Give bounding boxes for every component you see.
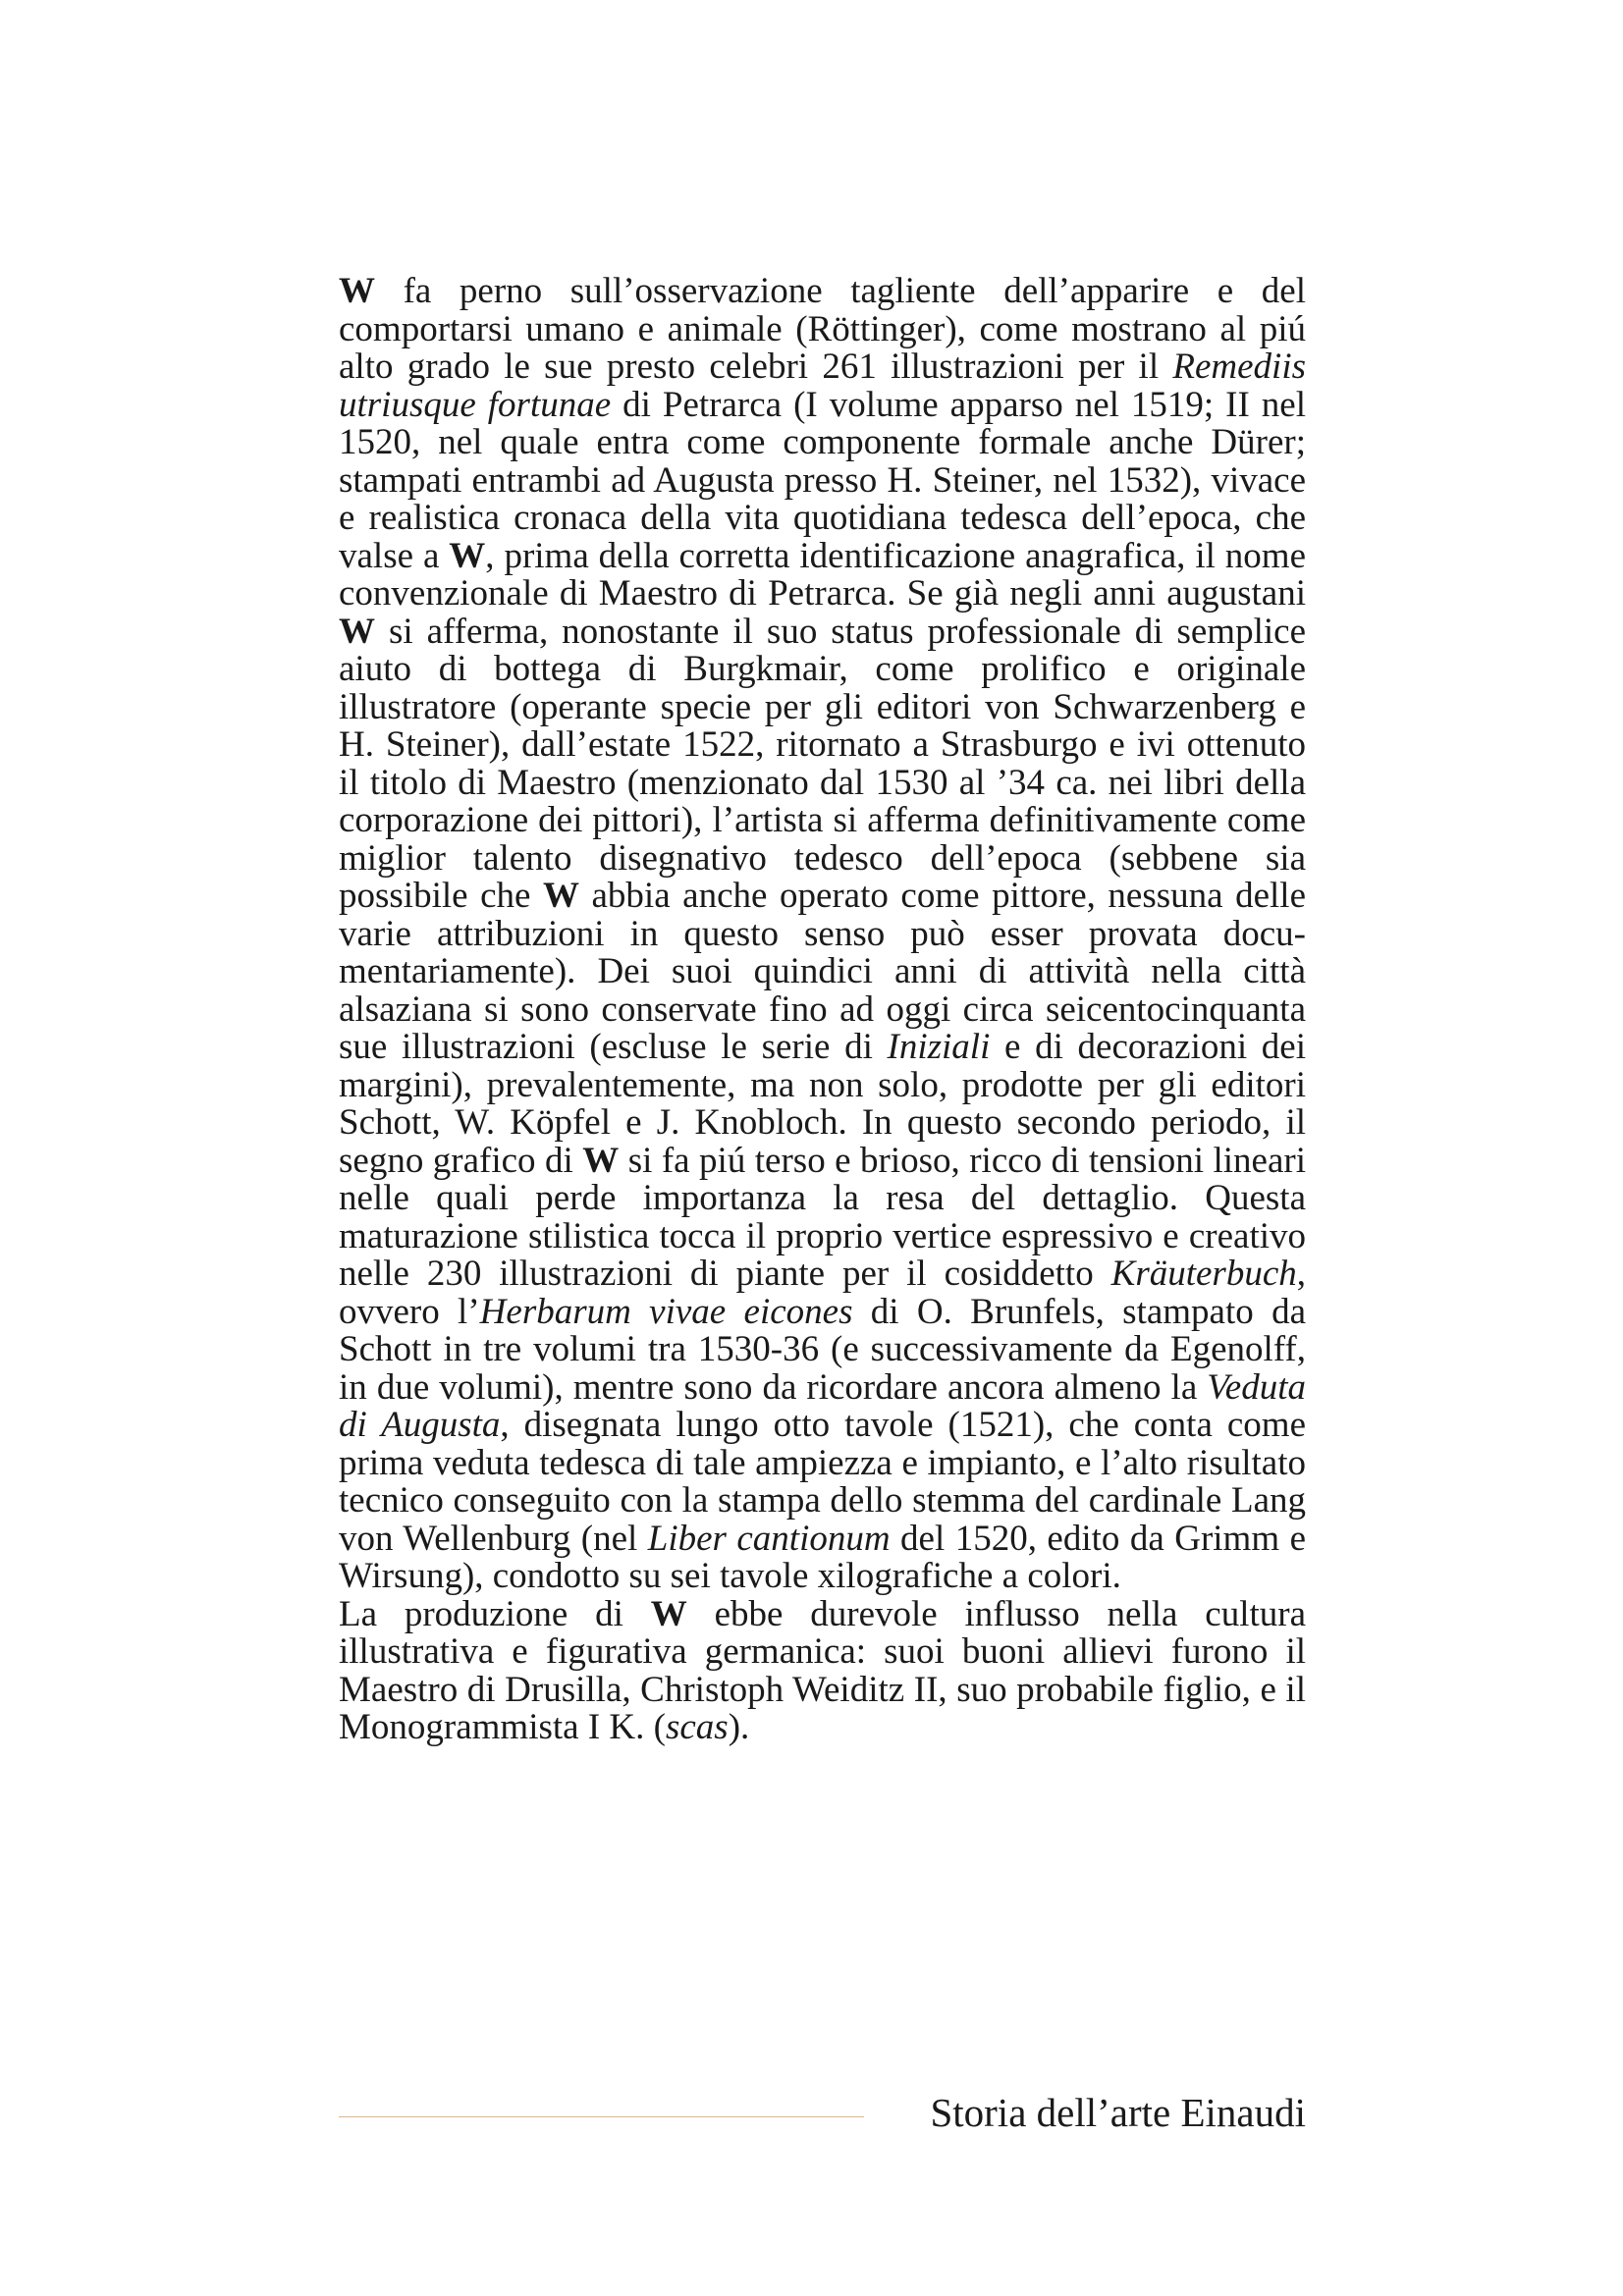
author-initial: W xyxy=(339,271,375,311)
author-initial: W xyxy=(339,611,375,652)
author-initial: W xyxy=(650,1593,687,1634)
text-run: ebbe durevole influsso nella cultura illustrativa e figurativa germanica: suoi buoni allievi furono il Maestro di Drusilla, Christoph Weiditz II, suo probabile figlio, e il Monogrammista I K. ( xyxy=(339,1593,1306,1747)
text-run: di Petrarca (I volume apparso nel 1519; II nel 1520, nel quale entra come componente formale anche Dürer; stampati entrambi ad Augusta presso H. Steiner, nel 1532), vivace e realistica cronaca della vita quotidiana tedesca dell’epoca, che valse a xyxy=(339,384,1306,576)
italic-title: Remediis utriusque fortunae xyxy=(339,347,1306,425)
text-run: , prima della corretta identificazione anagrafica, il nome convenzionale di Maestro di Petrarca. Se già negli anni augustani xyxy=(339,535,1306,614)
text-run: si afferma, nonostante il suo status professionale di semplice aiuto di bottega di Burgkmair, come prolifico e originale illustratore (operante specie per gli editori von Schwarzenberg e H. Steiner), dall’estate 1522, ritornato a Strasburgo e ivi ottenuto il titolo di Maestro (menzionato dal 1530 al ’34 ca. nei libri della corporazione dei pittori), l’artista si afferma definitivamente come miglior talento disegnativo tedesco dell’epoca (sebbene sia possibile che xyxy=(339,611,1306,916)
body-text xyxy=(339,273,1306,1747)
text-run: ). xyxy=(728,1707,750,1747)
footer-title: Storia dell’arte Einaudi xyxy=(930,2090,1306,2135)
text-run: si fa piú terso e brioso, ricco di tensioni lineari nelle quali perde importanza la resa del dettaglio. Questa maturazione stilistica tocca il proprio vertice espressivo e creativo nelle 230 illustrazioni di piante per il cosiddetto xyxy=(339,1140,1306,1294)
italic-title: Liber cantionum xyxy=(647,1518,891,1559)
author-initial: W xyxy=(449,535,486,576)
text-run: abbia anche operato come pittore, nessuna delle varie attribuzioni in questo senso può esser provata documentariamente). Dei suoi quindici anni di attività nella città alsaziana si sono conservate fino ad oggi circa seicentocinquanta sue illustrazioni (escluse le serie di xyxy=(339,876,1307,1067)
text-run: fa perno sull’osservazione tagliente dell’apparire e del comportarsi umano e animale (Röttinger), come mostrano al piú alto grado le sue presto celebri 261 illustrazioni per il xyxy=(339,271,1306,387)
italic-title: Kräuterbuch xyxy=(1110,1254,1297,1294)
text-run: , ovvero l’ xyxy=(339,1254,1306,1332)
footer-rule xyxy=(339,2116,864,2117)
italic-title: Veduta di Augusta xyxy=(339,1366,1306,1445)
author-initial: W xyxy=(582,1140,620,1181)
paragraph-2 xyxy=(339,1593,1306,1747)
text-run: e di decorazioni dei margini), prevalentemente, ma non solo, prodotte per gli editori Schott, W. Köpfel e J. Knobloch. In questo secondo periodo, il segno grafico di xyxy=(339,1027,1306,1181)
text-run: La produzione di xyxy=(339,1593,651,1634)
text-run: di O. Brunfels, stampato da Schott in tre volumi tra 1530-36 (e successivamente da Egenolff, in due volumi), mentre sono da ricordare ancora almeno la xyxy=(339,1291,1306,1408)
text-run: del 1520, edito da Grimm e Wirsung), condotto su sei tavole xilografiche a colori. xyxy=(339,1518,1306,1596)
italic-title: scas xyxy=(665,1707,729,1747)
author-initial: W xyxy=(542,876,579,916)
paragraph-1 xyxy=(339,273,1306,1596)
italic-title: Iniziali xyxy=(887,1027,991,1067)
text-run: , disegnata lungo otto tavole (1521), che conta come prima veduta tedesca di tale ampiezza e impianto, e l’alto risultato tecnico conseguito con la stampa dello stemma del cardinale Lang von Wellenburg (nel xyxy=(339,1405,1306,1559)
italic-title: Herbarum vivae eicones xyxy=(479,1291,853,1332)
